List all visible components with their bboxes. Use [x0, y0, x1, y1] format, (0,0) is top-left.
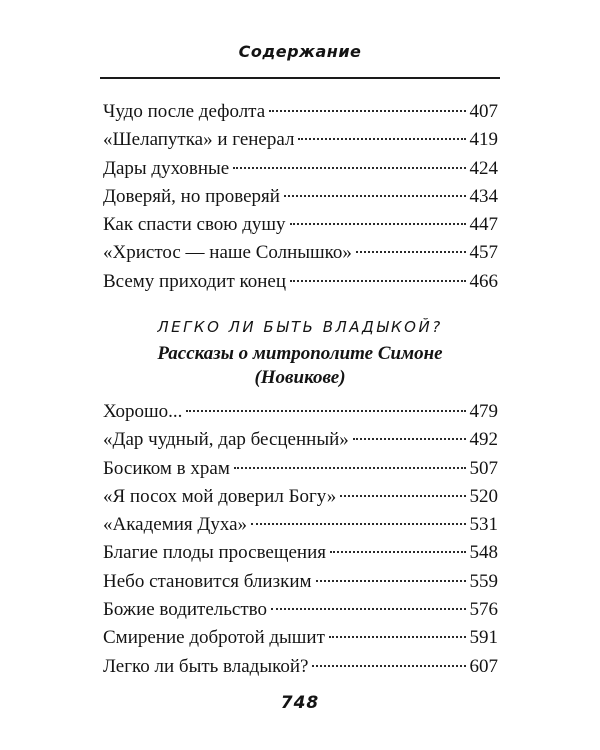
- toc-entry-page: 531: [469, 514, 498, 536]
- dot-leader: [233, 167, 465, 169]
- toc-entry-title: Хорошо...: [103, 401, 183, 422]
- toc-entry-page: 576: [469, 599, 498, 621]
- toc-entry: [103, 596, 498, 624]
- toc-entry-page: 434: [469, 185, 498, 207]
- toc-entry-title: Доверяй, но проверяй: [103, 185, 280, 207]
- toc-entry: [103, 155, 498, 183]
- section-subtitle-line: (Новикове): [254, 367, 346, 388]
- dot-leader: [340, 495, 465, 497]
- dot-leader: [312, 665, 465, 667]
- dot-leader: [330, 551, 465, 553]
- toc-entry-title: Небо становится близким: [103, 570, 312, 592]
- section-subtitle-line: Рассказы о митрополите Симоне: [157, 343, 443, 364]
- toc-entry: [103, 211, 498, 239]
- dot-leader: [353, 438, 466, 440]
- toc-list-part2: [103, 398, 498, 681]
- toc-entry-page: 548: [469, 542, 498, 564]
- dot-leader: [269, 110, 465, 112]
- dot-leader: [290, 223, 466, 225]
- toc-entry-title: Божие водительство: [103, 599, 268, 621]
- toc-entry: [103, 239, 498, 267]
- toc-entry-page: 507: [469, 457, 498, 479]
- toc-entry-page: 419: [469, 129, 498, 151]
- dot-leader: [234, 467, 466, 469]
- toc-entry-title: «Дар чудный, дар бесценный»: [103, 429, 349, 451]
- toc-entry-title: «Шелапутка» и генерал: [103, 129, 295, 151]
- toc-entry-title: Всему приходит конец: [103, 270, 287, 292]
- dot-leader: [329, 636, 466, 638]
- header-rule: [100, 77, 500, 79]
- toc-entry-title: Смирение добротой дышит: [103, 627, 325, 649]
- toc-list-part1: [103, 98, 498, 296]
- toc-entry-title: Чудо после дефолта: [103, 101, 266, 122]
- toc-entry: [103, 183, 498, 211]
- toc-entry: [103, 568, 498, 596]
- toc-entry-title: «Я посох мой доверил Богу»: [103, 485, 337, 507]
- page-number: 748: [280, 693, 320, 713]
- toc-entry: [103, 455, 498, 483]
- section-subtitle: [0, 342, 600, 390]
- toc-entry: [103, 126, 498, 154]
- toc-entry-page: 447: [469, 214, 498, 236]
- toc-entry-title: Как спасти свою душу: [103, 214, 286, 236]
- toc-entry: [103, 653, 498, 681]
- dot-leader: [251, 523, 465, 525]
- dot-leader: [316, 580, 466, 582]
- toc-entry-page: 591: [469, 627, 498, 649]
- toc-entry: [103, 98, 498, 126]
- toc-entry: [103, 398, 498, 426]
- toc-entry: [103, 511, 498, 539]
- toc-entry-title: «Академия Духа»: [103, 514, 248, 536]
- toc-entry-page: 520: [469, 485, 498, 507]
- section-heading: ЛЕГКО ЛИ БЫТЬ ВЛАДЫКОЙ?: [157, 318, 443, 336]
- toc-entry-page: 559: [469, 570, 498, 592]
- toc-entry-page: 407: [469, 101, 498, 122]
- toc-entry-title: Легко ли быть владыкой?: [103, 655, 309, 677]
- toc-entry-title: Дары духовные: [103, 157, 230, 179]
- toc-entry-title: «Христос — наше Солнышко»: [103, 242, 352, 264]
- dot-leader: [186, 410, 465, 412]
- dot-leader: [271, 608, 465, 610]
- toc-entry-page: 479: [469, 401, 498, 422]
- toc-entry-page: 607: [469, 655, 498, 677]
- toc-entry-page: 466: [469, 270, 498, 292]
- dot-leader: [290, 280, 465, 282]
- toc-entry: [103, 624, 498, 652]
- toc-entry-page: 424: [469, 157, 498, 179]
- running-header: Содержание: [238, 42, 362, 61]
- toc-entry: [103, 483, 498, 511]
- toc-entry: [103, 426, 498, 454]
- dot-leader: [356, 251, 466, 253]
- dot-leader: [284, 195, 466, 197]
- dot-leader: [298, 138, 465, 140]
- toc-entry-title: Благие плоды просвещения: [103, 542, 327, 564]
- toc-entry-title: Босиком в храм: [103, 457, 230, 479]
- toc-entry: [103, 268, 498, 296]
- toc-entry: [103, 539, 498, 567]
- toc-entry-page: 457: [469, 242, 498, 264]
- toc-entry-page: 492: [469, 429, 498, 451]
